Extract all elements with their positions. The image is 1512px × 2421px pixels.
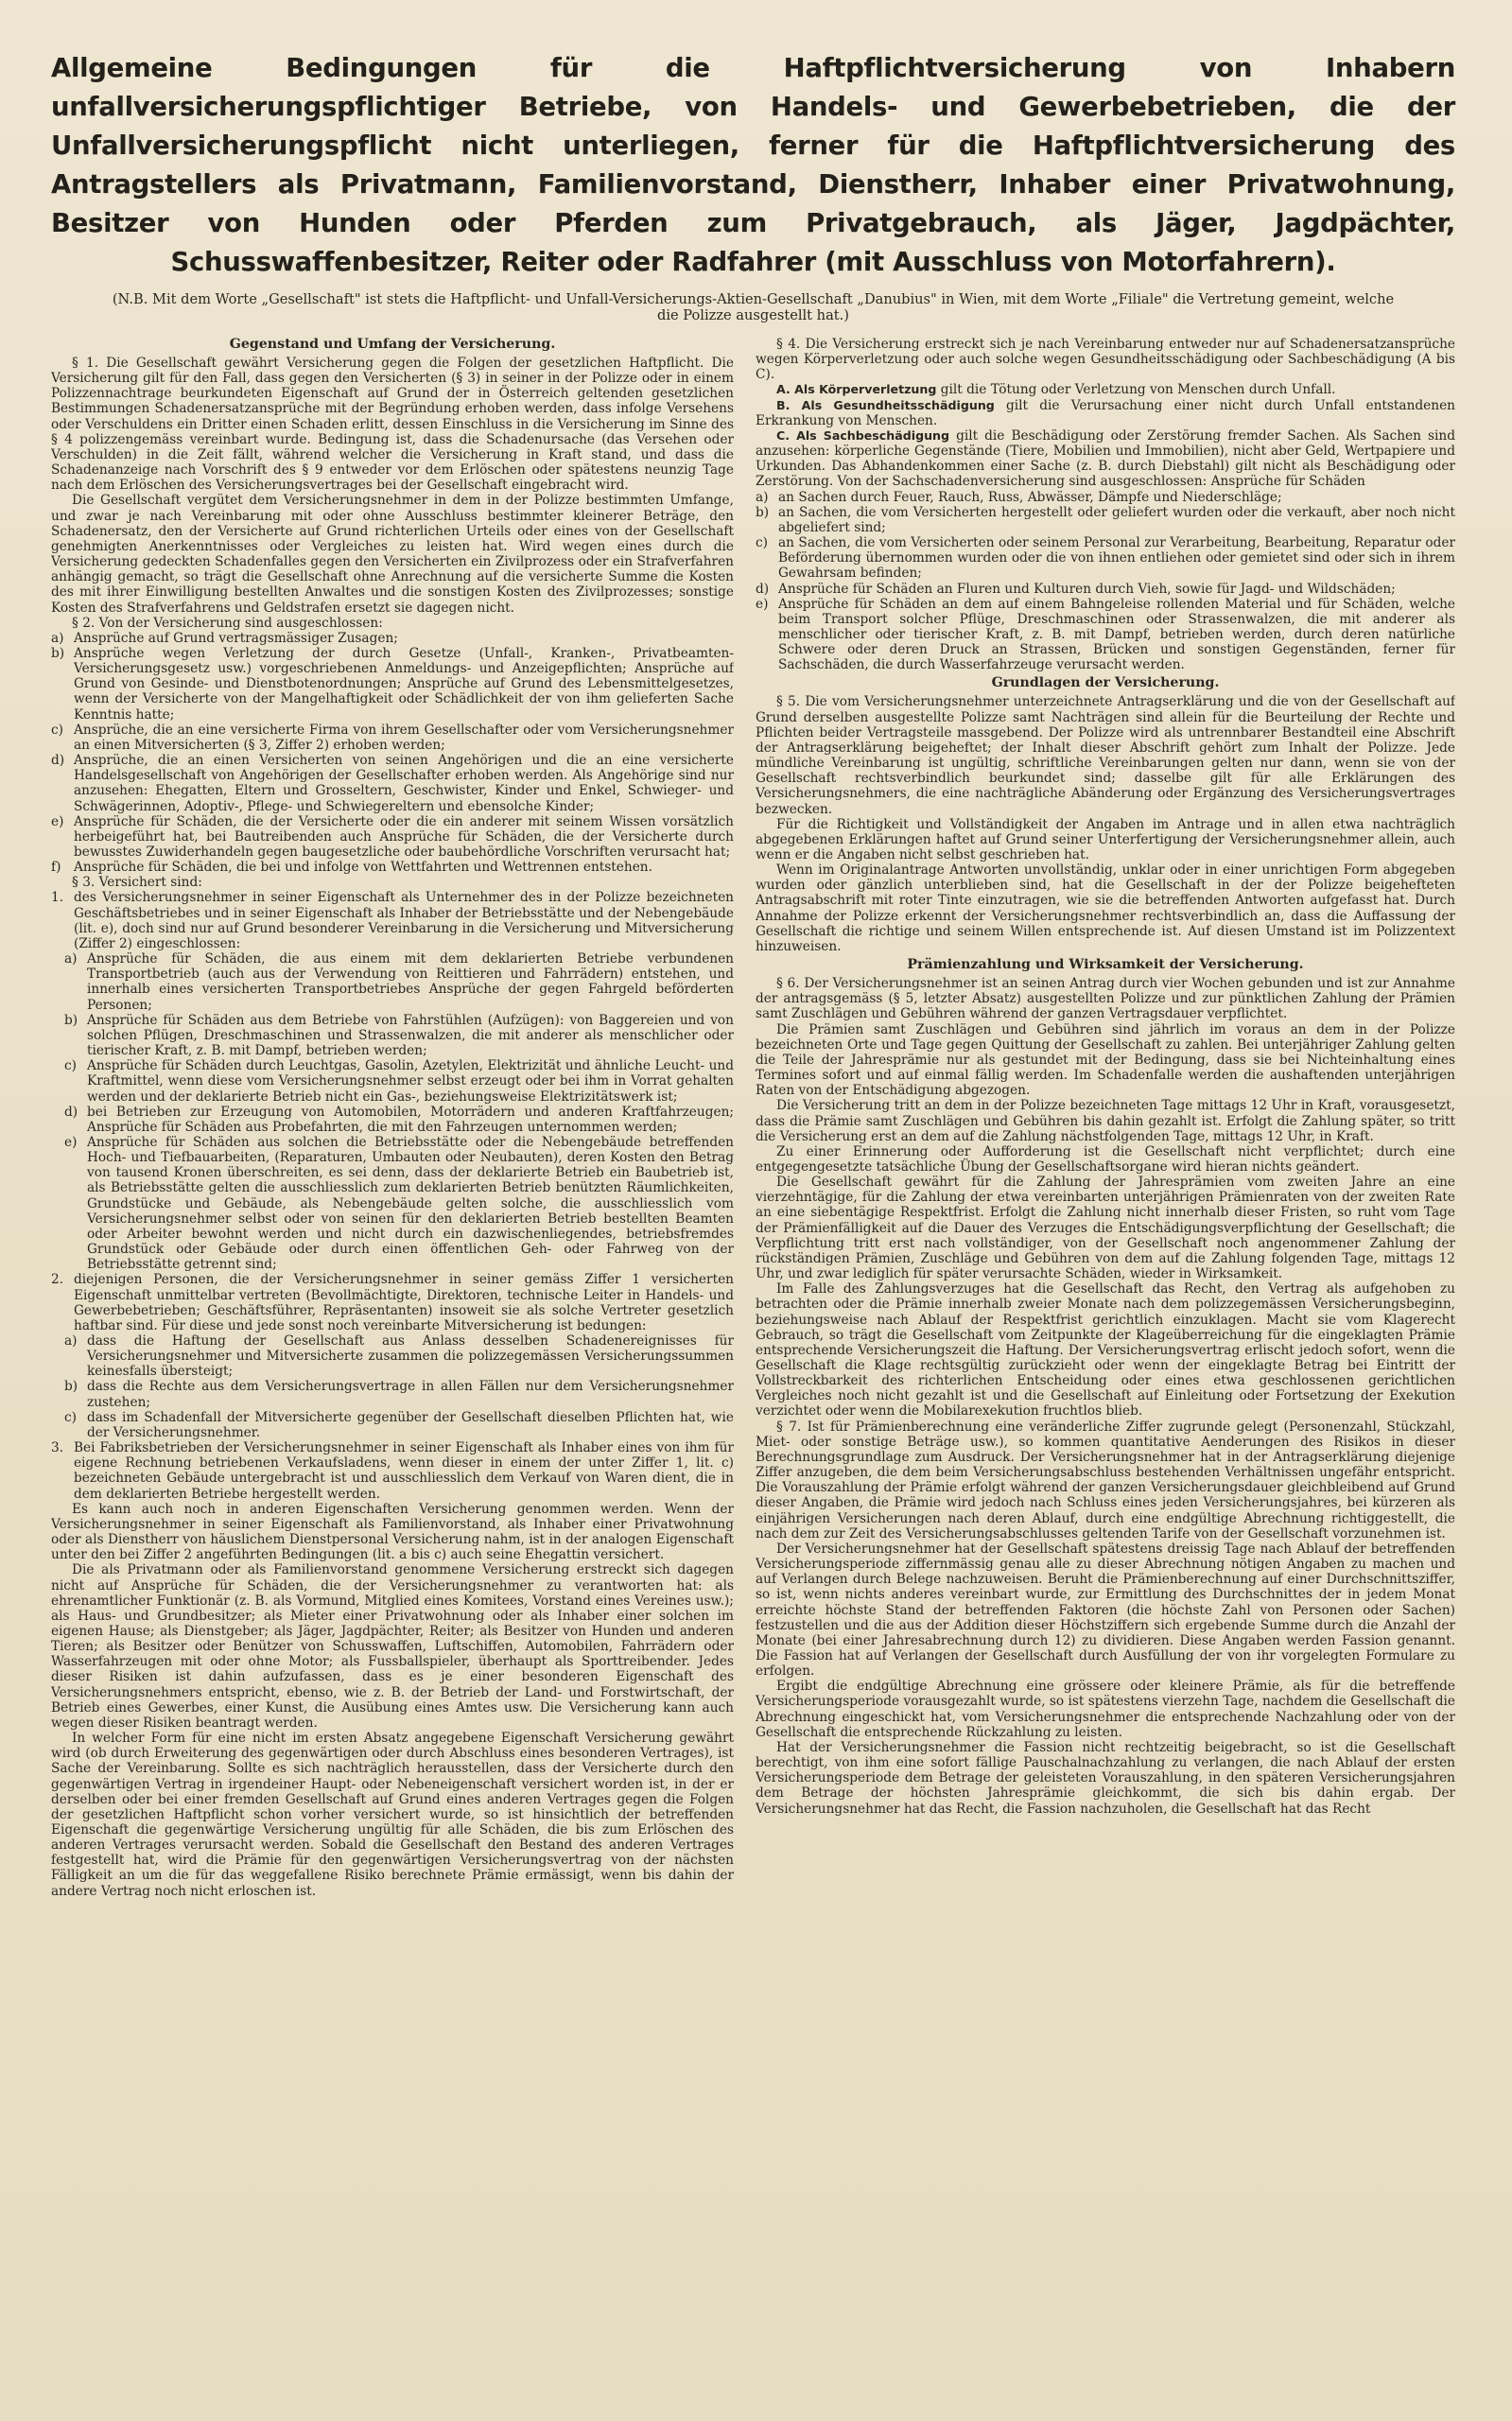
paragraph-costs: Die Gesellschaft vergütet dem Versicherungsnehmer in dem in der Polizze bestimmten Umfange, und zwar je nach Vereinbarung mit oder ohne Ausschluss bestimmter kleinerer Beträge, den Schadenersatz, den der Versicherte auf Grund richterlichen Urteils oder eines von der Gesellschaft genehmigten Anerkenntnisses oder Vergleiches zu leisten hat. Wird wegen eines durch die Versicherung gedeckten Schadenfalles gegen den Versicherten ein Zivilprozess oder ein Strafverfahren anhängig gemacht, so trägt die Gesellschaft ohne Anrechnung auf die versicherte Summe die Kosten des mit ihrer Einwilligung bestellten Anwaltes und die sonstigen Kosten des Zivilprozesses; sonstige Kosten des Strafverfahrens und Geldstrafen ersetzt sie dagegen nicht. xyxy=(51,493,734,616)
paragraph-original-application: Wenn im Originalantrage Antworten unvollständig, unklar oder in einer unrichtigen Form abgegeben wurden oder gänzlich unterblieben sind, hat die Gesellschaft in der der Polizze beigehefteten Antragsabschrift mit roter Tinte einzutragen, wie sie die betreffenden Antworten aufgefasst hat. Durch Annahme der Polizze erkennt der Versicherungsnehmer rechtsverbindlich an, dass die Auffassung der Gesellschaft die richtige und seinem Willen entsprechende ist. Auf diesen Umstand ist im Polizzentext hinzuweisen. xyxy=(756,862,1455,954)
list-item-insured-2b: b) dass die Rechte aus dem Versicherungsvertrage in allen Fällen nur dem Versicherungsnehmer zustehen; xyxy=(64,1379,734,1410)
list-item-insured-2a: a) dass die Haftung der Gesellschaft aus Anlass desselben Schadenereignisses für Versicherungsnehmer und Mitversicherte zusammen die polizzegemässen Versicherungssummen keinesfalls übersteigt; xyxy=(64,1333,734,1380)
list-item-exclusion-f: f) Ansprüche für Schäden, die bei und infolge von Wettfahrten und Wettrennen entstehen. xyxy=(51,860,652,876)
list-item-insured-1e: e) Ansprüche für Schäden aus solchen die Betriebsstätte oder die Nebengebäude betreffenden Hoch- und Tiefbauarbeiten, (Reparaturen, Umbauten oder Neubauten), deren Kosten den Betrag von tausend Kronen überschreiten, es sei denn, dass der deklarierte Betrieb ein Baubetrieb ist, als Betriebsstätte gelten die ausschliesslich zum deklarierten Betrieb benützten Räumlichkeiten, Grundstücke und Gebäude, als Nebengebäude gelten solche, die ausschliesslich vom Versicherungsnehmer selbst oder von seinen für den deklarierten Betrieb bestellten Beamten oder Arbeiter bewohnt werden und nicht durch ein dazwischenliegendes, betriebsfremdes Grundstück oder Gebäude oder durch einen öffentlichen Geh- oder Fahrweg von der Betriebsstätte getrennt sind; xyxy=(64,1134,734,1273)
list-item-property-a: a) an Sachen durch Feuer, Rauch, Russ, Abwässer, Dämpfe und Niederschläge; xyxy=(756,489,1282,505)
list-item-insured-1b: b) Ansprüche für Schäden aus dem Betriebe von Fahrstühlen (Aufzügen): von Baggereien und von solchen Pflügen, Dreschmaschinen und Strassenwalzen, die mit anderer als menschlicher oder tierischer Kraft, z. B. mit Dampf, betrieben werden; xyxy=(64,1012,734,1059)
paragraph-grace-period: Die Gesellschaft gewährt für die Zahlung der Jahresprämien vom zweiten Jahre an eine vierzehntägige, für die Zahlung der etwa vereinbarten unterjährigen Prämienraten von der zweiten Rate an eine siebentägige Respektfrist. Erfolgt die Zahlung nicht innerhalb dieser Fristen, so ruht vom Tage der Prämienfälligkeit auf die Dauer des Verzuges die Entschädigungsverpflichtung der Gesellschaft; die Verpflichtung tritt erst nach vollständiger, von der Gesellschaft noch angenommener Zahlung der rückständigen Prämien, Zuschläge und Gebühren von dem auf die Zahlung folgenden Tage, mittags 12 Uhr, und zwar lediglich für später verursachte Schäden, wieder in Wirksamkeit. xyxy=(756,1175,1455,1282)
paragraph-definition-c: C. Als Sachbeschädigung gilt die Beschädigung oder Zerstörung fremder Sachen. Als Sachen sind anzusehen: körperliche Gegenstände (Tiere, Mobilien und Immobilien), nicht aber Geld, Wertpapiere und Urkunden. Das Abhandenkommen einer Sache (z. B. durch Diebstahl) gilt nicht als Beschädigung oder Zerstörung. Von der Sachschadenversicherung sind ausgeschlossen: Ansprüche für Schäden xyxy=(756,427,1455,490)
list-item-insured-1: 1. des Versicherungsnehmer in seiner Eigenschaft als Unternehmer des in der Polizze bezeichneten Geschäftsbetriebes und in seiner Eigenschaft als Inhaber der Betriebsstätte und der Nebengebäude (lit. e), doch sind nur auf Grund besonderer Vereinbarung in die Versicherung und Mitversicherung (Ziffer 2) eingeschlossen: xyxy=(51,890,734,951)
paragraph-section-5: § 5. Die vom Versicherungsnehmer unterzeichnete Antragserklärung und die von der Gesellschaft auf Grund derselben ausgestellte Polizze samt Nachträgen sind allein für die Beurteilung der Rechte und Pflichten beider Vertragsteile massgebend. Der Polizze wird als untrennbarer Bestandteil eine Abschrift der Antragserklärung beigeheftet; der Inhalt dieser Abschrift gehört zum Inhalt der Polizze. Jede mündliche Vereinbarung ist ungültig, schriftliche Vereinbarungen gelten nur dann, wenn sie von der Gesellschaft rechtsverbindlich beurkundet sind; dasselbe gilt für alle Erklärungen des Versicherungsnehmers, die eine nachträgliche Abänderung oder Ergänzung des Versicherungsvertrages bezwecken. xyxy=(756,694,1455,817)
paragraph-declaration: Der Versicherungsnehmer hat der Gesellschaft spätestens dreissig Tage nach Ablauf der betreffenden Versicherungsperiode ziffernmässig genau alle zu dieser Abrechnung nötigen Angaben zu machen und auf Verlangen durch Belege nachzuweisen. Beruht die Prämienberechnung auf einer Durchschnittsziffer, so ist, wenn nichts anderes vereinbart wurde, zur Ermittlung des Durchschnittes der in jedem Monat erreichte höchste Stand der betreffenden Faktoren (die höchste Zahl von Personen oder Sachen) festzustellen und die aus der Addition dieser Höchstziffern sich ergebende Summe durch die Anzahl der Monate (bei einer Jahresabrechnung durch 12) zu dividieren. Diese Angaben werden Fassion genannt. Die Fassion hat auf Verlangen der Gesellschaft durch Ausfüllung der von ihr vorgelegten Formulare zu erfolgen. xyxy=(756,1541,1455,1680)
list-item-exclusion-b: b) Ansprüche wegen Verletzung der durch Gesetze (Unfall-, Kranken-, Privatbeamten-Versicherungsgesetz usw.) vorgeschriebenen Anmeldungs- und Anzeigepflichten; Ansprüche auf Grund von Gesinde- und Dienstbotenordnungen; Ansprüche auf Grund des Lebensmittelgesetzes, wenn der Versicherte von der Mangelhaftigkeit oder Schädlichkeit der von ihm gelieferten Sache Kenntnis hatte; xyxy=(51,645,734,723)
paragraph-section-2: § 2. Von der Versicherung sind ausgeschlossen: xyxy=(72,615,383,631)
left-column xyxy=(51,337,734,1899)
list-item-property-d: d) Ansprüche für Schäden an Fluren und Kulturen durch Vieh, sowie für Jagd- und Wildschäden; xyxy=(756,581,1396,597)
list-item-property-c: c) an Sachen, die vom Versicherten oder seinem Personal zur Verarbeitung, Bearbeitung, Reparatur oder Beförderung übernommen wurden oder die von ihnen entliehen oder gemietet sind oder sich in ihrem Gewahrsam befinden; xyxy=(756,535,1455,582)
paragraph-other-capacities: Es kann auch noch in anderen Eigenschaften Versicherung genommen werden. Wenn der Versicherungsnehmer in seiner Eigenschaft als Familienvorstand, als Inhaber einer Privatwohnung oder als Dienstherr von häuslichem Dienstpersonal Versicherung nahm, ist in der analogen Eigenschaft unter den bei Ziffer 2 angeführten Bedingungen (lit. a bis c) auch seine Ehegattin versichert. xyxy=(51,1501,734,1563)
paragraph-lump-sum: Hat der Versicherungsnehmer die Fassion nicht rechtzeitig beigebracht, so ist die Gesellschaft berechtigt, von ihm eine sofort fällige Pauschalnachzahlung zu verlangen, die nach Ablauf der ersten Versicherungsperiode dem Betrage der geleisteten Vorauszahlung, in den späteren Versicherungsjahren dem Betrage der höchsten Jahresprämie gleichkommt, die sich bis dahin ergab. Der Versicherungsnehmer hat das Recht, die Fassion nachzuholen, die Gesellschaft hat das Recht xyxy=(756,1739,1455,1817)
paragraph-default: Im Falle des Zahlungsverzuges hat die Gesellschaft das Recht, den Vertrag als aufgehoben zu betrachten oder die Prämie innerhalb zweier Monate nach dem polizzegemässen Versicherungsbeginn, beziehungsweise nach Ablauf der Respektfrist gerichtlich einzuklagen. Macht sie vom Klagerecht Gebrauch, so trägt die Gesellschaft vom Zeitpunkte der Klageüberreichung für die eingeklagten Prämie entsprechende Versicherungszeit die Haftung. Der Versicherungsvertrag erlischt jedoch sofort, wenn die Gesellschaft die Klage rechtsgültig zurückzieht oder wenn der eingeklagte Betrag bei Eintritt der Vollstreckbarkeit des richterlichen Entscheidung oder eines etwa geschlossenen gerichtlichen Vergleiches noch nicht gezahlt ist und die Gesellschaft auf Einleitung oder Fortsetzung der Exekution verzichtet oder wenn die Mobilarexekution fruchtlos blieb. xyxy=(756,1281,1455,1420)
paragraph-reminder: Zu einer Erinnerung oder Aufforderung ist die Gesellschaft nicht verpflichtet; durch eine entgegengesetzte tatsächliche Übung der Gesellschaftsorgane wird hieran nichts geändert. xyxy=(756,1143,1455,1175)
paragraph-definition-a: A. Als Körperverletzung gilt die Tötung oder Verletzung von Menschen durch Unfall. xyxy=(776,382,1336,398)
paragraph-section-3: § 3. Versichert sind: xyxy=(72,875,202,891)
paragraph-section-7: § 7. Ist für Prämienberechnung eine veränderliche Ziffer zugrunde gelegt (Personenzahl, Stückzahl, Miet- oder sonstige Beträge usw.), so kommen quantitative Aenderungen des Risikos in dieser Berechnungsgrundlage zum Ausdruck. Der Versicherungsnehmer hat in der Antragserklärung diejenige Ziffer anzugeben, die dem beim Versicherungsabschluss bestehenden Verhältnissen ungefähr entspricht. Die Vorauszahlung der Prämie erfolgt während der ganzen Versicherungsdauer gleichbleibend auf Grund dieser Angaben, die Prämie wird jedoch nach Schluss eines jeden Versicherungsjahres, bei kürzeren als einjährigen Versicherungen nach deren Ablauf, durch eine endgültige Abrechnung richtiggestellt, die nach dem zur Zeit des Versicherungsabschlusses geltenden Tarife von der Gesellschaft vorzunehmen ist. xyxy=(756,1419,1455,1541)
definition-note: (N.B. Mit dem Worte „Gesellschaft" ist stets die Haftpflicht- und Unfall-Versicherungs-Aktien-Gesellschaft „Danubius" in Wien, mit dem Worte „Filiale" die Vertretung gemeint, welche die Polizze ausgestellt hat.) xyxy=(112,291,1395,323)
paragraph-definition-b: B. Als Gesundheitsschädigung gilt die Verursachung einer nicht durch Unfall entstandenen Erkrankung von Menschen. xyxy=(756,397,1455,428)
list-item-exclusion-e: e) Ansprüche für Schäden, die der Versicherte oder die ein anderer mit seinem Wissen vorsätzlich herbeigeführt hat, bei Bautreibenden auch Ansprüche für Schäden, die der Versicherte durch bewusstes Zuwiderhandeln gegen baugesetzliche oder baubehördliche Vorschriften verursacht hat; xyxy=(51,813,734,860)
list-item-exclusion-d: d) Ansprüche, die an einen Versicherten von seinen Angehörigen und die an eine versicherte Handelsgesellschaft von Angehörigen der Gesellschafter erhoben werden. Als Angehörige sind nur anzusehen: Ehegatten, Eltern und Grosseltern, Geschwister, Kinder und Enkel, Schwieger- und Schwägerinnen, Adoptiv-, Pflege- und Schwiegereltern und ebensolche Kinder; xyxy=(51,753,734,814)
list-item-insured-1c: c) Ansprüche für Schäden durch Leuchtgas, Gasolin, Azetylen, Elektrizität und ähnliche Leucht- und Kraftmittel, wenn diese vom Versicherungsnehmer selbst erzeugt oder bei ihm in Vorrat gehalten werden und der deklarierte Betrieb nicht ein Gas-, beziehungsweise Elektrizitätswerk ist; xyxy=(64,1058,734,1105)
list-item-insured-1a: a) Ansprüche für Schäden, die aus einem mit dem deklarierten Betriebe verbundenen Transportbetrieb (auch aus der Verwendung von Reittieren und Fahrrädern) entstehen, und innerhalb eines versicherten Transportbetriebes Ansprüche der gegen Fahrgeld beförderten Personen; xyxy=(64,951,734,1013)
paragraph-accuracy: Für die Richtigkeit und Vollständigkeit der Angaben im Antrage und in allen etwa nachträglich abgegebenen Erklärungen haftet auf Grund seiner Unterfertigung der Versicherungsnehmer allein, auch wenn er die Angaben nicht selbst geschrieben hat. xyxy=(756,816,1455,862)
paragraph-premium-payment: Die Prämien samt Zuschlägen und Gebühren sind jährlich im voraus an dem in der Polizze bezeichneten Orte und Tage gegen Quittung der Gesellschaft zu zahlen. Bei unterjähriger Zahlung gelten die Teile der Jahresprämie nur als gestundet mit der Bedingung, dass sie bei Nichteinhaltung eines Termines sofort und auf einmal fällig werden. Im Schadenfalle werden die aushaftenden unterjährigen Raten von der Entschädigung abgezogen. xyxy=(756,1021,1455,1099)
text-columns xyxy=(51,337,1455,1899)
list-item-exclusion-c: c) Ansprüche, die an eine versicherte Firma von ihrem Gesellschafter oder vom Versicherungsnehmer an einen Mitversicherten (§ 3, Ziffer 2) erhoben werden; xyxy=(51,722,734,753)
list-item-insured-2c: c) dass im Schadenfall der Mitversicherte gegenüber der Gesellschaft dieselben Pflichten hat, wie der Versicherungsnehmer. xyxy=(64,1409,734,1440)
paragraph-section-4: § 4. Die Versicherung erstreckt sich je nach Vereinbarung entweder nur auf Schadenersatzansprüche wegen Körperverletzung oder auch solche wegen Gesundheitsschädigung oder Sachbeschädigung (A bis C). xyxy=(756,337,1455,383)
paragraph-commencement: Die Versicherung tritt an dem in der Polizze bezeichneten Tage mittags 12 Uhr in Kraft, vorausgesetzt, dass die Prämie samt Zuschlägen und Gebühren bis dahin gezahlt ist. Erfolgt die Zahlung später, so tritt die Versicherung erst an dem auf die Zahlung nächstfolgenden Tage, mittags 12 Uhr, in Kraft. xyxy=(756,1098,1455,1144)
label-bodily-injury: A. Als Körperverletzung xyxy=(776,382,937,397)
list-item-insured-2: 2. diejenigen Personen, die der Versicherungsnehmer in seiner gemäss Ziffer 1 versicherten Eigenschaft unmittelbar vertreten (Bevollmächtigte, Direktoren, technische Leiter in Handels- und Gewerbebetrieben; Geschäftsführer, Repräsentanten) insoweit sie als solche Vertreter gesetzlich haftbar sind. Für diese und jede sonst noch vereinbarte Mitversicherung ist bedungen: xyxy=(51,1272,734,1333)
section-heading-premium: Prämienzahlung und Wirksamkeit der Versicherung. xyxy=(907,957,1304,973)
list-item-exclusion-a: a) Ansprüche auf Grund vertragsmässiger Zusagen; xyxy=(51,630,398,646)
list-item-property-e: e) Ansprüche für Schäden an dem auf einem Bahngeleise rollenden Material und für Schäden, welche beim Transport solcher Pflüge, Dreschmaschinen oder Strassenwalzen, die mit anderer als menschlicher oder tierischer Kraft, z. B. mit Dampf, betrieben werden, durch deren natürliche Schwere oder deren Druck an Strassen, Brücken und sonstigen Gegenständen, ferner für Sachschäden, die durch Wasserfahrzeuge verursacht werden. xyxy=(756,596,1455,673)
paragraph-settlement: Ergibt die endgültige Abrechnung eine grössere oder kleinere Prämie, als für die betreffende Versicherungsperiode vorausgezahlt wurde, so ist spätestens vierzehn Tage, nachdem die Gesellschaft die Abrechnung eingeschickt hat, vom Versicherungsnehmer die entsprechende Nachzahlung oder von der Gesellschaft die entsprechende Rückzahlung zu leisten. xyxy=(756,1679,1455,1740)
section-heading-scope: Gegenstand und Umfang der Versicherung. xyxy=(229,337,556,352)
label-property-damage: C. Als Sachbeschädigung xyxy=(776,427,950,443)
paragraph-section-1: § 1. Die Gesellschaft gewährt Versicherung gegen die Folgen der gesetzlichen Haftpflicht. Die Versicherung gilt für den Fall, dass gegen den Versicherten (§ 3) in seiner in der Polizze oder in einem Polizzennachtrage beurkundeten Eigenschaft auf Grund der in Österreich geltenden gesetzlichen Bestimmungen Schadenersatzansprüche mit der Begründung erhoben werden, dass infolge Versehens oder Verschuldens ein Dritter einen Schaden erlitt, dessen Einschluss in die Versicherung im Sinne des § 4 polizzengemäss vereinbart wurde. Bedingung ist, dass die Schadenursache (das Versehen oder Verschulden) in die Zeit fällt, während welcher die Versicherung in Kraft stand, und dass die Schadenanzeige nach Vorschrift des § 9 entweder vor dem Erlöschen oder spätestens neunzig Tage nach dem Erlöschen des Versicherungsvertrages bei der Gesellschaft eingebracht wird. xyxy=(51,356,734,494)
list-item-property-b: b) an Sachen, die vom Versicherten hergestellt oder geliefert wurden oder die verkauft, aber noch nicht abgeliefert sind; xyxy=(756,504,1455,535)
document-title: Allgemeine Bedingungen für die Haftpflichtversicherung von Inhabern unfallversicherungspflichtiger Betriebe, von Handels- und Gewerbebetrieben, die der Unfallversicherungspflicht nicht unterliegen, ferner für die Haftpflichtversicherung des Antragstellers als Privatmann, Familienvorstand, Dienstherr, Inhaber einer Privatwohnung, Besitzer von Hunden oder Pferden zum Privatgebrauch, als Jäger, Jagdpächter, Schusswaffenbesitzer, Reiter oder Radfahrer (mit Ausschluss von Motorfahrern). xyxy=(51,53,1455,277)
section-heading-basis: Grundlagen der Versicherung. xyxy=(991,675,1220,691)
list-item-insured-3: 3. Bei Fabriksbetrieben der Versicherungsnehmer in seiner Eigenschaft als Inhaber eines von ihm für eigene Rechnung betriebenen Verkaufsladens, wenn dieser in einem der unter Ziffer 1, lit. c) bezeichneten Gebäude untergebracht ist und ausschliesslich dem Verkauf von Waren dient, die in dem deklarierten Betriebe hergestellt werden. xyxy=(51,1440,734,1502)
paragraph-private-exclusions: Die als Privatmann oder als Familienvorstand genommene Versicherung erstreckt sich dagegen nicht auf Ansprüche für Schäden, die der Versicherungsnehmer zu verantworten hat: als ehrenamtlicher Funktionär (z. B. als Vormund, Mitglied eines Komitees, Vorstand eines Vereines usw.); als Haus- und Grundbesitzer; als Mieter einer Privatwohnung oder als Inhaber einer solchen im eigenen Hause; als Dienstgeber; als Jäger, Jagdpächter, Reiter; als Besitzer von Hunden und anderen Tieren; als Besitzer oder Benützer von Schusswaffen, Luftschiffen, Automobilen, Fahrrädern oder Wasserfahrzeugen mit oder ohne Motor; als Fussballspieler, überhaupt als Sporttreibender. Jedes dieser Risiken ist dahin aufzufassen, dass es je einer besonderen Eigenschaft des Versicherungsnehmers entspricht, ebenso, wie z. B. der Betrieb der Land- und Forstwirtschaft, der Betrieb eines Gewerbes, einer Kunst, die Ausübung eines Amtes usw. Die Versicherung kann auch wegen dieser Risiken beantragt werden. xyxy=(51,1562,734,1731)
label-health-damage: B. Als Gesundheitsschädigung xyxy=(776,397,995,412)
right-column xyxy=(756,337,1455,1899)
paragraph-form-of-insurance: In welcher Form für eine nicht im ersten Absatz angegebene Eigenschaft Versicherung gewährt wird (ob durch Erweiterung des gegenwärtigen oder durch Abschluss eines besonderen Vertrages), ist Sache der Vereinbarung. Sollte es sich nachträglich herausstellen, dass der Versicherte durch den gegenwärtigen Vertrag in irgendeiner Haupt- oder Nebeneigenschaft versichert worden ist, in der er derselben oder bei einer fremden Gesellschaft auf Grund eines anderen Vertrages gegen die Folgen der gesetzlichen Haftpflicht schon vorher versichert wurde, so ist hinsichtlich der betreffenden Eigenschaft die gegenwärtige Versicherung ungültig für alle Schäden, die bis zum Erlöschen des anderen Vertrages verursacht werden. Sobald die Gesellschaft den Bestand des anderen Vertrages festgestellt hat, wird die Prämie für den gegenwärtigen Versicherungsvertrag von der nächsten Fälligkeit an um die für das weggefallene Risiko berechnete Prämie ermässigt, wenn bis dahin der andere Vertrag noch nicht erloschen ist. xyxy=(51,1731,734,1899)
paragraph-section-6: § 6. Der Versicherungsnehmer ist an seinen Antrag durch vier Wochen gebunden und ist zur Annahme der antragsgemäss (§ 5, letzter Absatz) ausgestellten Polizze und zur pünktlichen Zahlung der Prämien samt Zuschlägen und Gebühren während der ganzen Vertragsdauer verpflichtet. xyxy=(756,976,1455,1022)
list-item-insured-1d: d) bei Betrieben zur Erzeugung von Automobilen, Motorrädern und anderen Kraftfahrzeugen; Ansprüche für Schäden aus Probefahrten, die mit den Fahrzeugen unternommen werden; xyxy=(64,1104,734,1135)
